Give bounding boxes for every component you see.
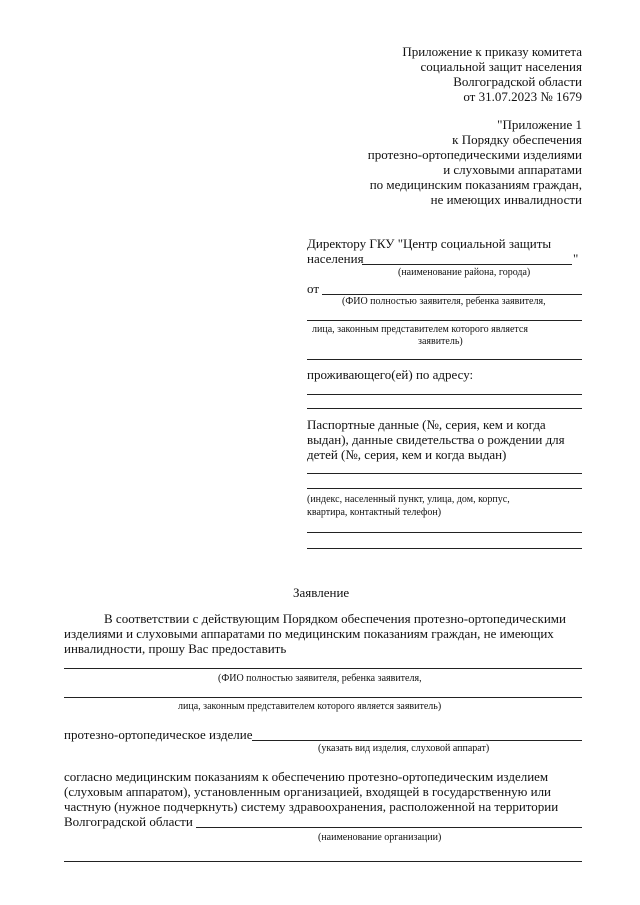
para2-line-4: Волгоградской области <box>64 814 193 829</box>
passport-line-1: Паспортные данные (№, серия, кем и когда <box>307 417 546 432</box>
contact-field-2[interactable] <box>307 548 582 549</box>
passport-field-2[interactable] <box>307 488 582 489</box>
order-line-6: не имеющих инвалидности <box>430 192 582 207</box>
address-field-1[interactable] <box>307 394 582 395</box>
para2-line-2: (слуховым аппаратом), установленным организацией, входящей в государственную или <box>64 784 552 799</box>
order-line-3: протезно-ортопедическими изделиями <box>367 147 582 162</box>
organization-hint: (наименование организации) <box>318 832 442 843</box>
appendix-line-2: социальной защит населения <box>420 59 582 74</box>
fio-hint-3: заявитель) <box>418 336 463 347</box>
address-field-2[interactable] <box>307 408 582 409</box>
from-label: от <box>307 281 320 296</box>
para2-line-3: частную (нужное подчеркнуть) систему здравоохранения, расположенной на территории <box>64 799 559 814</box>
order-line-5: по медицинским показаниям граждан, <box>369 177 582 192</box>
statement-title: Заявление <box>293 585 350 600</box>
passport-field-1[interactable] <box>307 473 582 474</box>
organization-field[interactable] <box>196 827 582 828</box>
fio-hint-2: лица, законным представителем которого является <box>312 324 528 335</box>
para1-line-2: изделиями и слуховыми аппаратами по медицинским показаниям граждан, не имеющих <box>64 626 554 641</box>
address-hint-2: квартира, контактный телефон) <box>307 507 442 518</box>
para2-line-1: согласно медицинским показаниям к обеспечению протезно-ортопедическим изделием <box>64 769 549 784</box>
fio-hint-1: (ФИО полностью заявителя, ребенка заявителя, <box>342 296 546 307</box>
to-director-line: Директору ГКУ "Центр социальной защиты <box>307 236 552 251</box>
recipient-fio-hint-2: лица, законным представителем которого является заявитель) <box>178 701 442 712</box>
device-hint: (указать вид изделия, слуховой аппарат) <box>318 743 490 754</box>
device-label: протезно-ортопедическое изделие <box>64 727 253 742</box>
order-line-1: "Приложение 1 <box>497 117 582 132</box>
recipient-name-field-2[interactable] <box>64 697 582 698</box>
applicant-name-field-3[interactable] <box>307 359 582 360</box>
residing-label: проживающего(ей) по адресу: <box>307 367 474 382</box>
appendix-line-3: Волгоградской области <box>453 74 582 89</box>
passport-line-3: детей (№, серия, кем и когда выдан) <box>307 447 507 462</box>
para1-line-3: инвалидности, прошу Вас предоставить <box>64 641 287 656</box>
device-field[interactable] <box>252 740 582 741</box>
passport-line-2: выдан), данные свидетельства о рождении для <box>307 432 565 447</box>
appendix-line-1: Приложение к приказу комитета <box>402 44 582 59</box>
appendix-line-4: от 31.07.2023 № 1679 <box>463 89 582 104</box>
order-line-2: к Порядку обеспечения <box>452 132 582 147</box>
contact-field-1[interactable] <box>307 532 582 533</box>
district-field[interactable] <box>362 264 572 265</box>
recipient-name-field-1[interactable] <box>64 668 582 669</box>
para1-line-1: В соответствии с действующим Порядком обеспечения протезно-ортопедическими <box>104 611 566 626</box>
address-hint-1: (индекс, населенный пункт, улица, дом, корпус, <box>307 494 510 505</box>
district-hint: (наименование района, города) <box>398 267 531 278</box>
extra-field[interactable] <box>64 861 582 862</box>
population-label: населения <box>307 251 364 266</box>
applicant-name-field[interactable] <box>322 294 582 295</box>
quote-mark: " <box>573 251 579 266</box>
applicant-name-field-2[interactable] <box>307 320 582 321</box>
order-line-4: и слуховыми аппаратами <box>443 162 582 177</box>
recipient-fio-hint-1: (ФИО полностью заявителя, ребенка заявителя, <box>218 673 422 684</box>
